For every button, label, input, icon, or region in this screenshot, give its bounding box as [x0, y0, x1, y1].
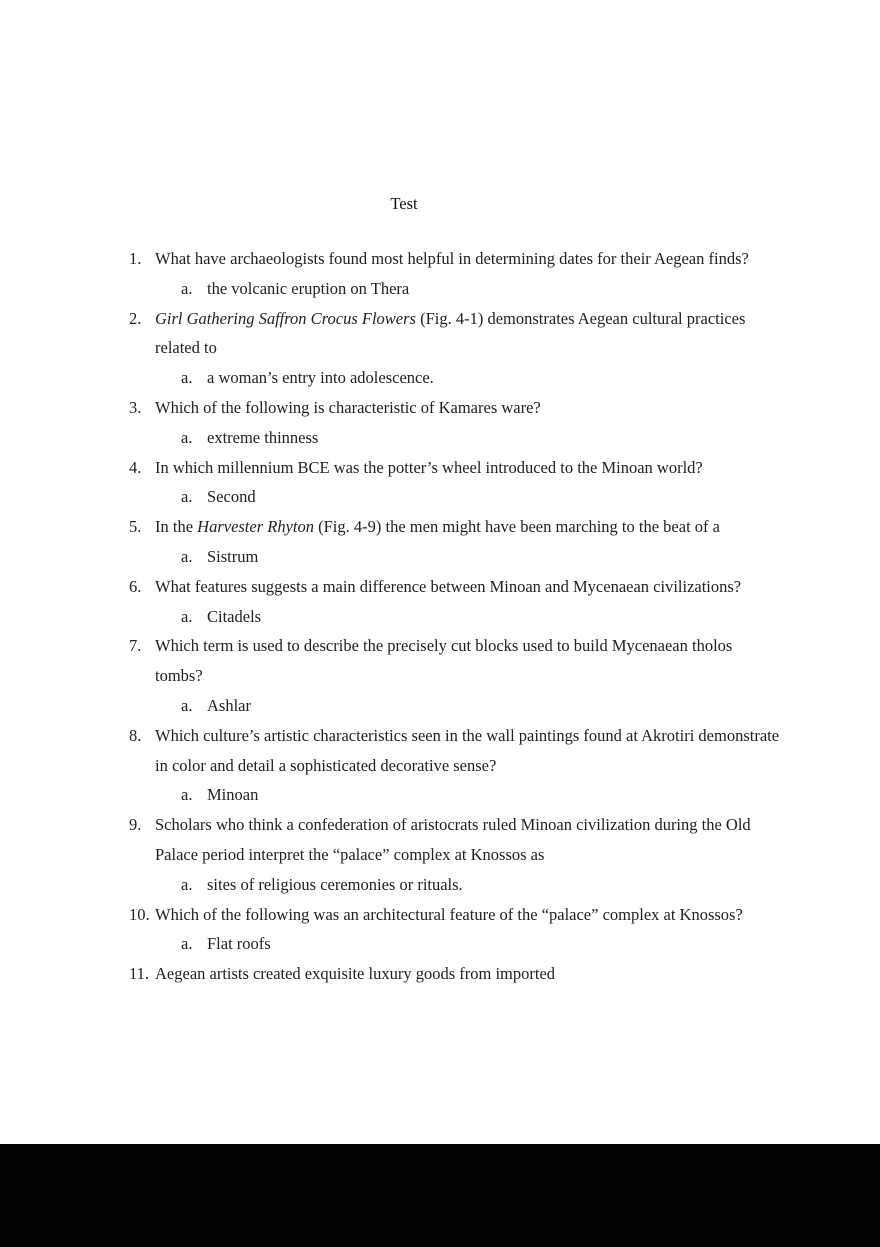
question-text: [0, 959, 880, 989]
question-prompt: What features suggests a main difference between Minoan and Mycenaean civilizations?: [155, 576, 742, 596]
question-number: 2.: [129, 308, 142, 328]
question-9: [0, 810, 880, 899]
answer: [0, 870, 880, 900]
answer-text: Ashlar: [207, 695, 251, 715]
question-number: 3.: [129, 397, 142, 417]
question-7: [0, 631, 880, 720]
answer: [0, 780, 880, 810]
question-prompt: Which of the following is characteristic of Kamares ware?: [155, 397, 541, 417]
answer-letter: a.: [181, 934, 193, 954]
question-text: [0, 721, 880, 781]
question-prompt: Which culture’s artistic characteristics seen in the wall paintings found at Akrotiri demonstrate in color and detail a sophisticated decorative sense?: [155, 725, 780, 775]
artwork-title: Harvester Rhyton: [197, 517, 315, 537]
answer-letter: a.: [181, 427, 193, 447]
answer-text: a woman’s entry into adolescence.: [207, 368, 434, 388]
answer-text: Minoan: [207, 785, 259, 805]
question-1: [0, 244, 880, 304]
question-text: [0, 244, 880, 274]
question-number: 6.: [129, 576, 142, 596]
question-text: [0, 572, 880, 602]
question-3: [0, 393, 880, 453]
answer-text: Citadels: [207, 606, 262, 626]
question-prompt-start: In the: [155, 517, 198, 537]
question-text: [0, 900, 880, 930]
question-prompt: What have archaeologists found most helpful in determining dates for their Aegean finds?: [155, 249, 749, 268]
question-number: 9.: [129, 815, 142, 835]
question-prompt: (Fig. 4-1) demonstrates Aegean cultural practices related to: [155, 308, 746, 358]
answer-letter: a.: [181, 546, 193, 566]
answer-letter: a.: [181, 874, 193, 894]
answer: [0, 691, 880, 721]
question-5: [0, 512, 880, 572]
answer-letter: a.: [181, 368, 193, 388]
question-prompt: In which millennium BCE was the potter’s wheel introduced to the Minoan world?: [155, 457, 703, 477]
question-number: 11.: [129, 964, 150, 984]
question-text: [0, 304, 880, 364]
question-11: [0, 959, 880, 989]
question-6: [0, 572, 880, 632]
answer: [0, 363, 880, 393]
question-10: [0, 900, 880, 960]
question-4: [0, 453, 880, 513]
answer-text: Second: [207, 487, 256, 507]
answer: [0, 542, 880, 572]
question-number: 5.: [129, 517, 142, 537]
question-number: 10.: [129, 904, 150, 924]
question-prompt: Which of the following was an architectural feature of the “palace” complex at Knossos?: [155, 904, 743, 924]
answer-text: Flat roofs: [207, 934, 271, 954]
question-prompt: Aegean artists created exquisite luxury goods from imported: [155, 964, 556, 984]
answer-text: sites of religious ceremonies or rituals.: [207, 874, 463, 894]
question-8: [0, 721, 880, 810]
answer-text: the volcanic eruption on Thera: [207, 278, 410, 298]
answer-text: Sistrum: [207, 546, 259, 566]
question-prompt-end: (Fig. 4-9) the men might have been marching to the beat of a: [314, 517, 720, 537]
answer-text: extreme thinness: [207, 427, 319, 447]
question-prompt: Which term is used to describe the precisely cut blocks used to build Mycenaean tholos tombs?: [155, 636, 733, 686]
question-list: [0, 244, 880, 989]
answer-letter: a.: [181, 606, 193, 626]
question-text: [0, 393, 880, 423]
bottom-black-band: [0, 1144, 880, 1247]
answer-letter: a.: [181, 785, 193, 805]
answer-letter: a.: [181, 278, 193, 298]
question-text: [0, 810, 880, 870]
question-number: 7.: [129, 636, 142, 656]
question-number: 1.: [129, 249, 142, 268]
answer: [0, 482, 880, 512]
question-number: 8.: [129, 725, 142, 745]
question-text: [0, 512, 880, 542]
answer: [0, 274, 880, 304]
question-text: [0, 453, 880, 483]
answer: [0, 602, 880, 632]
answer: [0, 423, 880, 453]
answer: [0, 929, 880, 959]
question-number: 4.: [129, 457, 142, 477]
artwork-title: Girl Gathering Saffron Crocus Flowers: [155, 308, 416, 328]
document-title: Test: [390, 194, 418, 213]
question-2: [0, 304, 880, 393]
answer-letter: a.: [181, 695, 193, 715]
answer-letter: a.: [181, 487, 193, 507]
question-prompt: Scholars who think a confederation of aristocrats ruled Minoan civilization during the Old Palace period interpret the “palace” complex at Knossos as: [155, 815, 751, 864]
question-text: [0, 631, 880, 691]
